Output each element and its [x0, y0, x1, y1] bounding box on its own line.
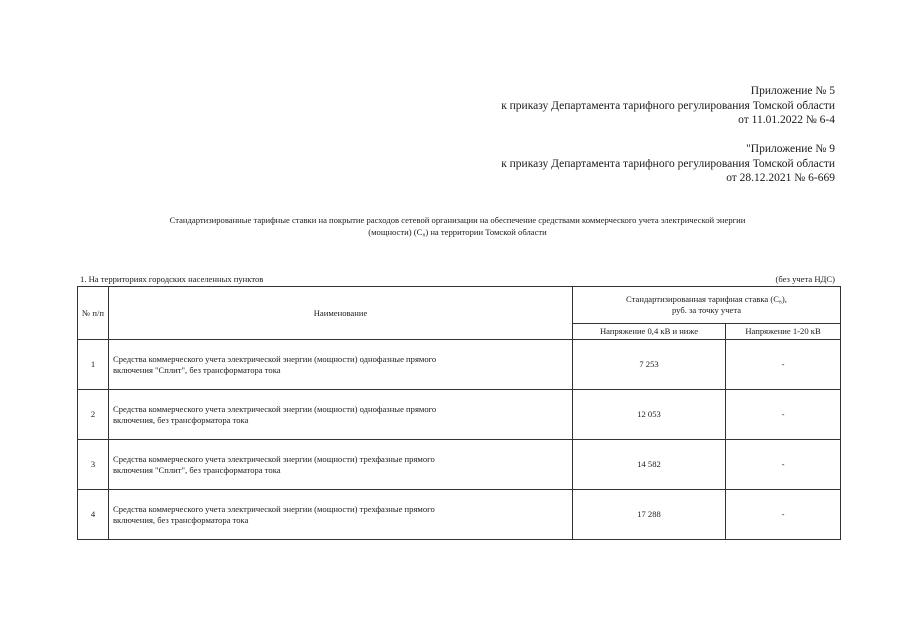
row-name-line-2: включения, без трансформатора тока — [113, 514, 249, 525]
table-row — [78, 490, 841, 540]
row-rate-low-voltage: 17 288 — [573, 490, 726, 540]
header-rate-group — [573, 287, 841, 324]
vat-note: (без учета НДС) — [775, 274, 835, 284]
header-voltage-low: Напряжение 0,4 кВ и ниже — [573, 324, 726, 340]
rates-table — [77, 286, 841, 540]
document-title-line-1: Стандартизированные тарифные ставки на покрытие расходов сетевой организации на обеспечение средствами коммерческого учета электрической энергии — [169, 215, 746, 225]
table-row — [78, 390, 841, 440]
row-name-line-2: включения, без трансформатора тока — [113, 414, 249, 425]
row-name-line-1: Средства коммерческого учета электрической энергии (мощности) трехфазные прямого — [113, 503, 435, 514]
row-rate-medium-voltage: - — [726, 340, 841, 390]
appendix-order-reference: к приказу Департамента тарифного регулирования Томской области — [501, 99, 835, 112]
row-name — [109, 440, 573, 490]
row-name — [109, 340, 573, 390]
row-name-line-1: Средства коммерческого учета электрической энергии (мощности) однофазные прямого — [113, 403, 437, 414]
row-name-line-2: включения "Сплит", без трансформатора тока — [113, 464, 281, 475]
row-number: 1 — [78, 340, 109, 390]
table-row — [78, 440, 841, 490]
header-row-number: № п/п — [78, 287, 109, 340]
document-title-line-2: (мощности) (C₈) на территории Томской области — [368, 227, 547, 237]
header-rate-group-line-1: Стандартизированная тарифная ставка (C₈), — [626, 294, 787, 304]
section-label: 1. На территориях городских населенных пунктов — [80, 274, 264, 284]
row-name — [109, 490, 573, 540]
document-title — [90, 214, 825, 238]
table-row — [78, 340, 841, 390]
section-heading-row — [80, 273, 835, 285]
appendix-number: Приложение № 5 — [750, 85, 835, 97]
row-name-line-1: Средства коммерческого учета электрической энергии (мощности) трехфазные прямого — [113, 453, 435, 464]
row-number: 4 — [78, 490, 109, 540]
row-rate-low-voltage: 12 053 — [573, 390, 726, 440]
row-rate-medium-voltage: - — [726, 390, 841, 440]
row-name-line-2: включения "Сплит", без трансформатора тока — [113, 364, 281, 375]
original-order-date: от 28.12.2021 № 6-669 — [726, 172, 835, 184]
row-name — [109, 390, 573, 440]
original-order-reference: к приказу Департамента тарифного регулирования Томской области — [501, 157, 835, 170]
appendix-order-date: от 11.01.2022 № 6-4 — [738, 114, 835, 126]
row-number: 3 — [78, 440, 109, 490]
original-appendix-header — [501, 142, 835, 186]
row-rate-low-voltage: 7 253 — [573, 340, 726, 390]
row-rate-low-voltage: 14 582 — [573, 440, 726, 490]
row-name-line-1: Средства коммерческого учета электрической энергии (мощности) однофазные прямого — [113, 353, 437, 364]
header-voltage-medium: Напряжение 1-20 кВ — [726, 324, 841, 340]
original-appendix-number: "Приложение № 9 — [746, 143, 835, 155]
appendix-header — [501, 84, 835, 128]
row-rate-medium-voltage: - — [726, 490, 841, 540]
row-rate-medium-voltage: - — [726, 440, 841, 490]
header-rate-group-line-2: руб. за точку учета — [671, 305, 742, 315]
row-number: 2 — [78, 390, 109, 440]
header-name: Наименование — [109, 287, 573, 340]
